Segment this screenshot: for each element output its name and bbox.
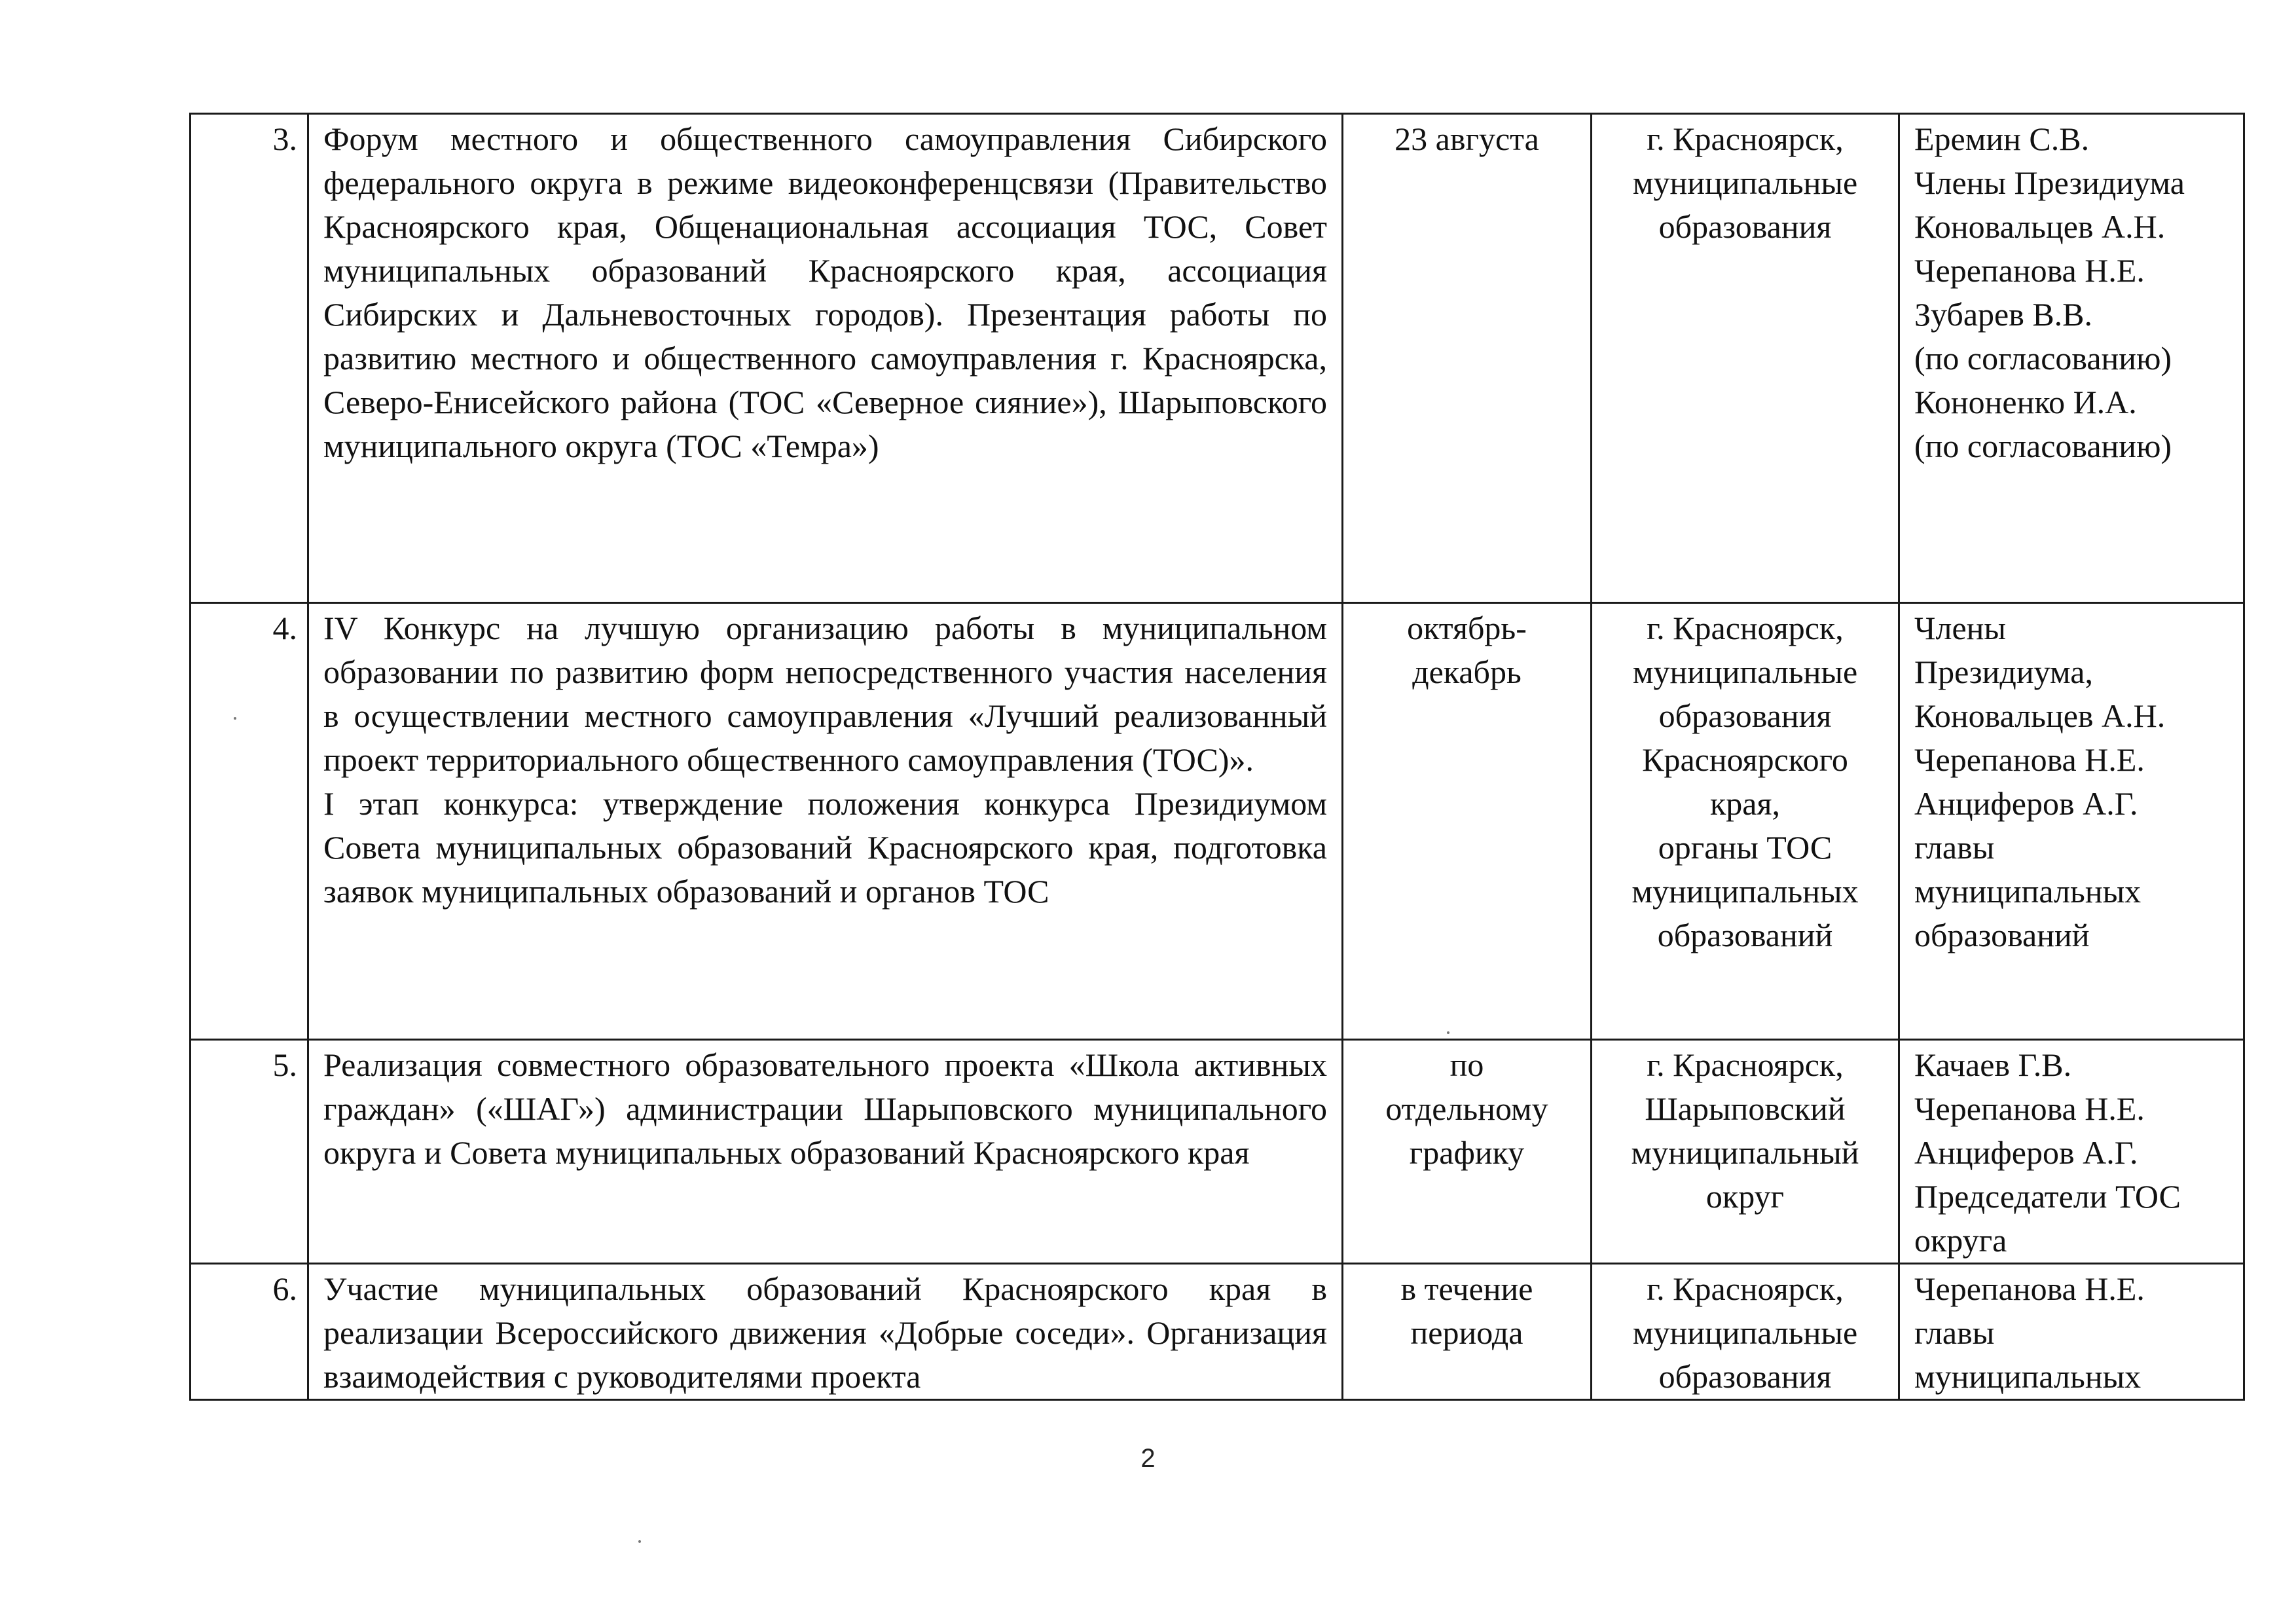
event-place-line: органы ТОС (1658, 829, 1832, 866)
responsible-line: Председатели ТОС (1914, 1178, 2181, 1215)
event-name-cell (308, 1040, 1343, 1264)
responsible-line: Черепанова Н.Е. (1914, 741, 2145, 778)
event-place-line: Шарыповский (1645, 1090, 1846, 1127)
event-place-line: края, (1710, 785, 1780, 822)
responsible-cell (1899, 114, 2244, 603)
event-name-cell (308, 114, 1343, 603)
event-date-cell (1343, 1264, 1592, 1400)
event-date-line: по (1449, 1046, 1484, 1083)
event-place-line: муниципальный (1631, 1134, 1859, 1171)
row-number: 3. (272, 120, 297, 157)
responsible-cell (1899, 1264, 2244, 1400)
event-date-line: графику (1409, 1134, 1525, 1171)
responsible-line: Кононенко И.А. (1914, 384, 2137, 420)
responsible-line: (по согласованию) (1914, 340, 2172, 377)
event-place-line: муниципальные (1632, 654, 1858, 690)
responsible-line: Черепанова Н.Е. (1914, 1270, 2145, 1307)
page-number: 2 (1140, 1444, 1156, 1473)
event-description: Участие муниципальных образований Красноярского края в реализации Всероссийского движения «Добрые соседи». Организация взаимодействия с руководителями проекта (323, 1270, 1327, 1395)
responsible-cell (1899, 1040, 2244, 1264)
scan-speck (1447, 1031, 1449, 1034)
event-description: Форум местного и общественного самоуправления Сибирского федерального округа в режиме видеоконференцсвязи (Правительство Красноярского края, Общенациональная ассоциация ТОС, Совет муниципальных образований Красноярского края, ассоциация Сибирских и Дальневосточных городов). Презентация работы по развитию местного и общественного самоуправления г. Красноярска, Северо-Енисейского района (ТОС «Северное сияние»), Шарыповского муниципального округа (ТОС «Темра») (323, 120, 1327, 464)
event-place-line: г. Красноярск, (1647, 120, 1844, 157)
responsible-line: Качаев Г.В. (1914, 1046, 2072, 1083)
responsible-line: Черепанова Н.Е. (1914, 252, 2145, 289)
responsible-line: главы (1914, 829, 1995, 866)
event-place-line: округ (1705, 1178, 1785, 1215)
table-row (191, 1264, 2244, 1400)
event-place-line: образования (1658, 208, 1832, 245)
event-place-line: образования (1658, 697, 1832, 734)
event-place-cell (1592, 603, 1899, 1040)
responsible-line: главы (1914, 1314, 1995, 1351)
event-name-cell (308, 1264, 1343, 1400)
event-date-line: декабрь (1412, 654, 1522, 690)
table-row (191, 1040, 2244, 1264)
row-number-cell (191, 1264, 308, 1400)
event-place-line: г. Красноярск, (1647, 1046, 1844, 1083)
event-place-line: Красноярского (1642, 741, 1848, 778)
scan-speck (638, 1540, 641, 1543)
event-place-line: г. Красноярск, (1647, 610, 1844, 646)
scan-speck (234, 717, 236, 720)
event-place-cell (1592, 114, 1899, 603)
event-date-line: октябрь- (1407, 610, 1527, 646)
row-number: 5. (272, 1046, 297, 1083)
responsible-line: Зубарев В.В. (1914, 296, 2093, 333)
row-number: 6. (272, 1270, 297, 1307)
event-place-line: образования (1658, 1358, 1832, 1395)
responsible-line: Коновальцев А.Н. (1914, 697, 2166, 734)
responsible-line: (по согласованию) (1914, 428, 2172, 464)
event-description: Реализация совместного образовательного проекта «Школа активных граждан» («ШАГ») администрации Шарыповского муниципального округа и Совета муниципальных образований Красноярского края (323, 1046, 1327, 1171)
event-place-line: муниципальные (1632, 1314, 1858, 1351)
event-place-cell (1592, 1264, 1899, 1400)
responsible-line: Члены Президиума (1914, 164, 2185, 201)
responsible-line: Президиума, (1914, 654, 2093, 690)
responsible-line: округа (1914, 1222, 2007, 1259)
event-place-line: г. Красноярск, (1647, 1270, 1844, 1307)
responsible-line: Члены (1914, 610, 2006, 646)
event-date-cell (1343, 603, 1592, 1040)
events-plan-table (189, 113, 2245, 1401)
event-date-line: отдельному (1385, 1090, 1548, 1127)
event-name-cell (308, 603, 1343, 1040)
event-date-cell (1343, 114, 1592, 603)
responsible-line: муниципальных (1914, 873, 2141, 910)
event-date-line: периода (1410, 1314, 1523, 1351)
row-number-cell (191, 603, 308, 1040)
table-row (191, 603, 2244, 1040)
event-place-line: муниципальных (1631, 873, 1859, 910)
table-row (191, 114, 2244, 603)
row-number: 4. (272, 610, 297, 646)
responsible-line: Анциферов А.Г. (1914, 785, 2138, 822)
event-place-line: образований (1657, 917, 1833, 953)
event-place-cell (1592, 1040, 1899, 1264)
event-date-line: 23 августа (1394, 120, 1539, 157)
event-date-cell (1343, 1040, 1592, 1264)
event-date-line: в течение (1400, 1270, 1533, 1307)
row-number-cell (191, 114, 308, 603)
responsible-line: образований (1914, 917, 2090, 953)
responsible-line: муниципальных (1914, 1358, 2141, 1395)
responsible-cell (1899, 603, 2244, 1040)
responsible-line: Черепанова Н.Е. (1914, 1090, 2145, 1127)
event-description: IV Конкурс на лучшую организацию работы в муниципальном образовании по развитию форм непосредственного участия населения в осуществлении местного самоуправления «Лучший реализованный проект территориального общественного самоуправления (ТОС)». (323, 610, 1327, 778)
event-place-line: муниципальные (1632, 164, 1858, 201)
responsible-line: Анциферов А.Г. (1914, 1134, 2138, 1171)
event-stage-description: I этап конкурса: утверждение положения конкурса Президиумом Совета муниципальных образований Красноярского края, подготовка заявок муниципальных образований и органов ТОС (323, 785, 1327, 910)
row-number-cell (191, 1040, 308, 1264)
responsible-line: Коновальцев А.Н. (1914, 208, 2166, 245)
responsible-line: Еремин С.В. (1914, 120, 2090, 157)
